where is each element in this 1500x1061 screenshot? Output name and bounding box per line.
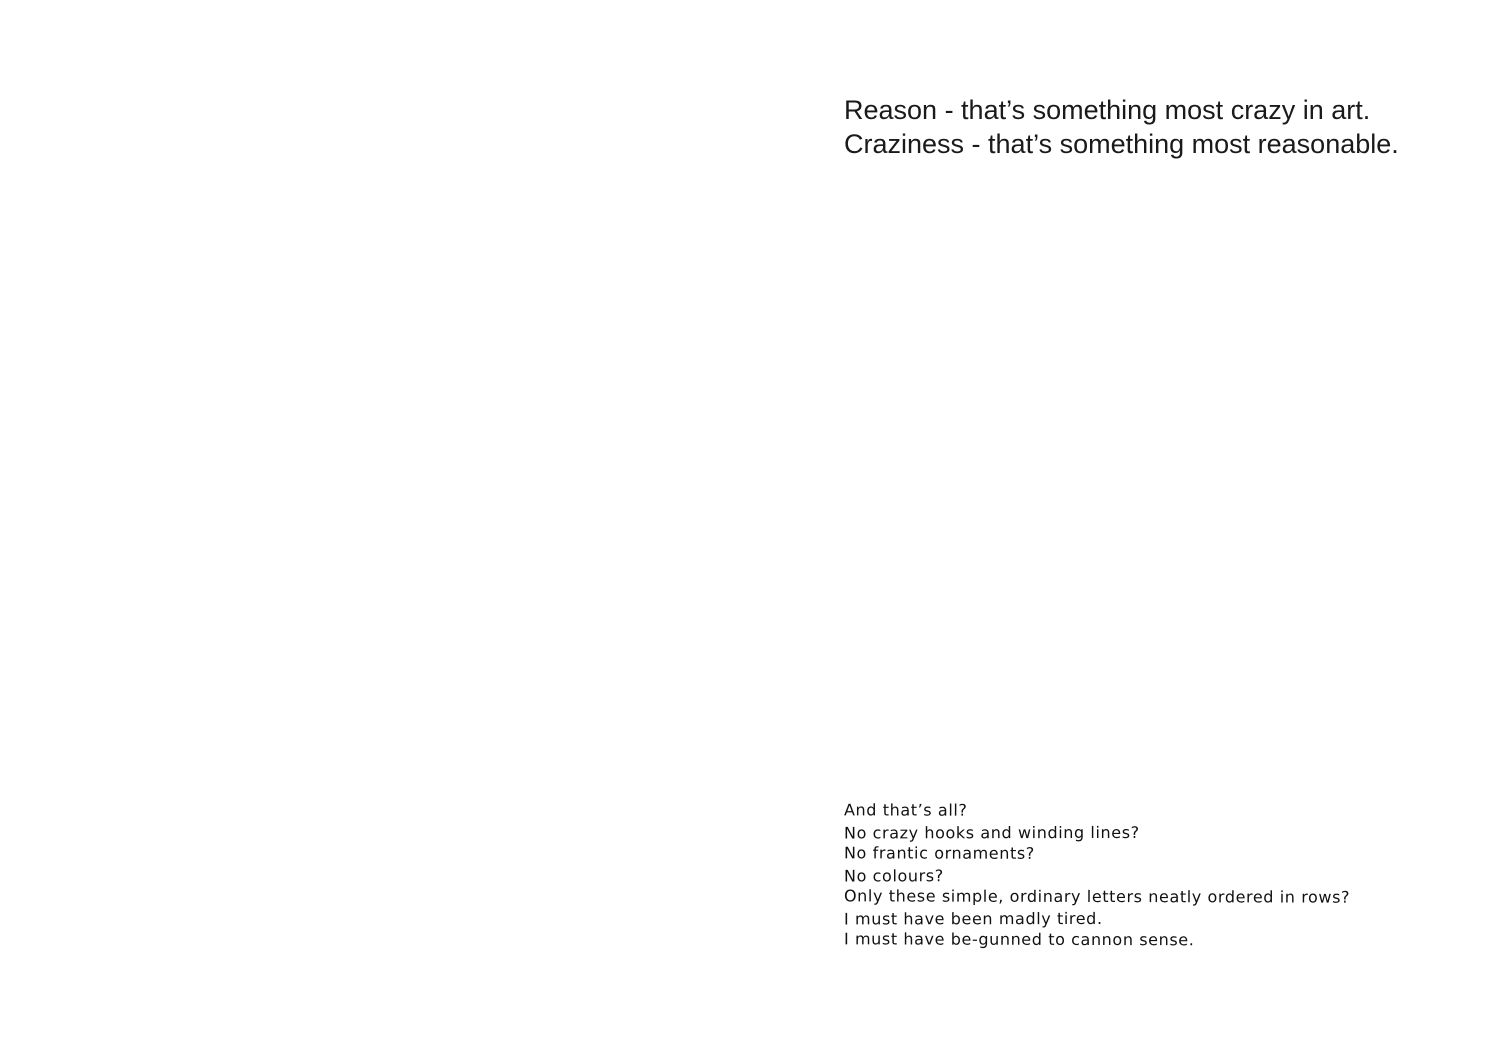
poem-line: No frantic ornaments? [843,843,1035,863]
poem-line: I must have be-gunned to cannon sense. [843,929,1195,950]
poem [844,800,1350,951]
right-page [750,0,1500,1061]
poem-line: No crazy hooks and winding lines? [843,822,1140,842]
epigraph-line-2: Craziness - that’s something most reasonable. [844,129,1399,159]
epigraph [844,93,1399,161]
poem-line: No colours? [843,865,944,885]
poem-line: I must have been madly tired. [843,908,1103,928]
poem-line: Only these simple, ordinary letters neatly ordered in rows? [843,886,1351,907]
poem-line: And that’s all? [843,800,968,820]
epigraph-line-1: Reason - that’s something most crazy in art. [844,95,1371,125]
